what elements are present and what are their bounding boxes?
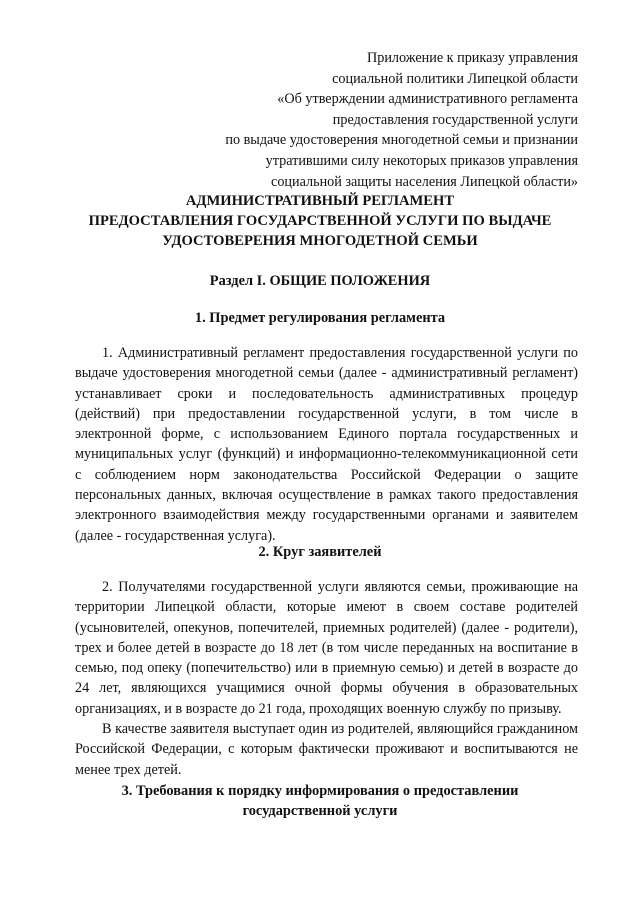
appendix-note bbox=[225, 48, 578, 192]
title-line: ПРЕДОСТАВЛЕНИЯ ГОСУДАРСТВЕННОЙ УСЛУГИ ПО ВЫДАЧЕ bbox=[88, 213, 552, 229]
paragraph: 1. Административный регламент предоставления государственной услуги по выдаче удостоверения многодетной семьи (далее - административный регламент) устанавливает сроки и последовательность административных процедур (действий) при предоставлении государственной услуги, в том числе в электронной форме, с использованием Единого портала государственных и муниципальных услуг (функций) и информационно-телекоммуникационной сети с соблюдением норм законодательства Российской Федерации о защите персональных данных, включая осуществление в рамках такого предоставления электронного взаимодействия между государственными органами и заявителем (далее - государственная услуга). bbox=[75, 345, 578, 544]
subsection-heading bbox=[62, 781, 578, 821]
document-title bbox=[62, 191, 578, 251]
appendix-line: предоставления государственной услуги bbox=[332, 111, 578, 128]
paragraph: В качестве заявителя выступает один из родителей, являющийся гражданином Российской Федерации, с которым фактически проживают и воспитываются не менее трех детей. bbox=[75, 721, 578, 778]
title-line: АДМИНИСТРАТИВНЫЙ РЕГЛАМЕНТ bbox=[185, 193, 455, 209]
appendix-line: социальной политики Липецкой области bbox=[332, 70, 578, 87]
subsection-heading: 2. Круг заявителей bbox=[258, 544, 382, 560]
paragraph: 2. Получателями государственной услуги являются семьи, проживающие на территории Липецкой области, которые имеют в своем составе родителей (усыновителей, опекунов, попечителей, приемных родителей) (далее - родители), трех и более детей в возрасте до 18 лет (в том числе переданных на воспитание в семью, под опеку (попечительство) или в приемную семью) и детей в возрасте до 24 лет, являющихся учащимися очной формы обучения в образовательных организациях, и в возрасте до 21 года, проходящих военную службу по призыву. bbox=[75, 579, 578, 717]
heading-line: государственной услуги bbox=[242, 803, 398, 819]
appendix-line: утратившими силу некоторых приказов управления bbox=[265, 152, 578, 169]
heading-line: 3. Требования к порядку информирования о предоставлении bbox=[121, 783, 519, 799]
subsection-2-body bbox=[75, 577, 578, 780]
appendix-line: Приложение к приказу управления bbox=[366, 50, 578, 66]
appendix-line: по выдаче удостоверения многодетной семьи и признании bbox=[225, 132, 578, 149]
section-heading: Раздел I. ОБЩИЕ ПОЛОЖЕНИЯ bbox=[209, 273, 431, 289]
title-line: УДОСТОВЕРЕНИЯ МНОГОДЕТНОЙ СЕМЬИ bbox=[162, 233, 478, 249]
appendix-line: «Об утверждении административного регламента bbox=[277, 91, 578, 108]
appendix-line: социальной защиты населения Липецкой области» bbox=[271, 173, 578, 190]
subsection-heading: 1. Предмет регулирования регламента bbox=[194, 310, 446, 326]
subsection-1-body bbox=[75, 343, 578, 546]
